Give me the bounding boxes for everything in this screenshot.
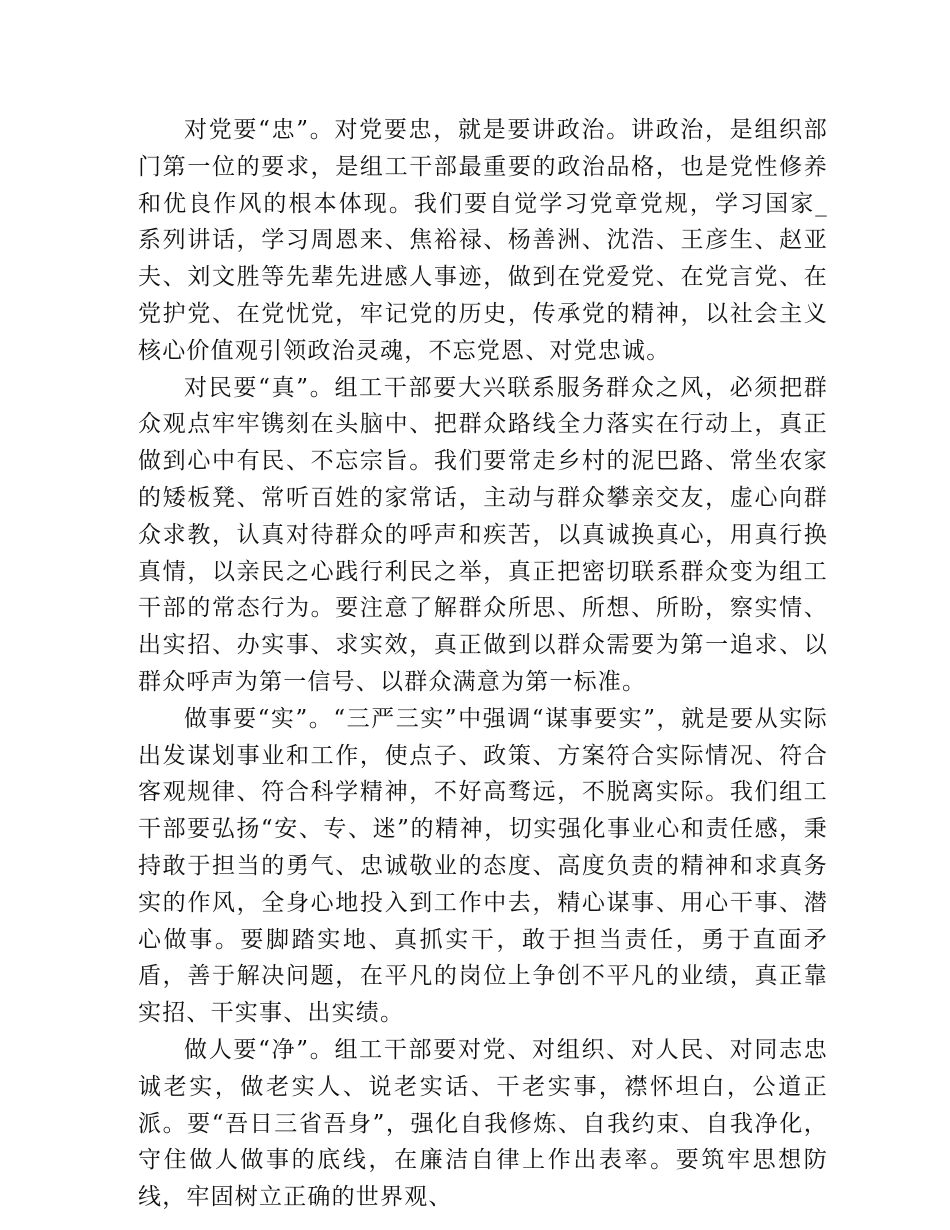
paragraph-work: 做事要“实”。“三严三实”中强调“谋事要实”，就是要从实际出发谋划事业和工作，使点子、政策、方案符合实际情况、符合客观规律、符合科学精神，不好高骛远，不脱离实际。我们组工干部要弘扬“安、专、迷”的精神，切实强化事业心和责任感，秉持敢于担当的勇气、忠诚敬业的态度、高度负责的精神和求真务实的作风，全身心地投入到工作中去，精心谋事、用心干事、潜心做事。要脚踏实地、真抓实干，敢于担当责任，勇于直面矛盾，善于解决问题，在平凡的岗位上争创不平凡的业绩，真正靠实招、干实事、出实绩。 (138, 705, 828, 1027)
paragraph-loyalty: 对党要“忠”。对党要忠，就是要讲政治。讲政治，是组织部门第一位的要求，是组工干部最重要的政治品格，也是党性修养和优良作风的根本体现。我们要自觉学习党章党规，学习国家_系列讲话，学习周恩来、焦裕禄、杨善洲、沈浩、王彦生、赵亚夫、刘文胜等先辈先进感人事迹，做到在党爱党、在党言党、在党护党、在党忧党，牢记党的历史，传承党的精神，以社会主义核心价值观引领政治灵魂，不忘党恩、对党忠诚。 (138, 117, 828, 364)
document-body (138, 112, 828, 1216)
paragraph-integrity: 做人要“净”。组工干部要对党、对组织、对人民、对同志忠诚老实，做老实人、说老实话、干老实事，襟怀坦白，公道正派。要“吾日三省吾身”，强化自我修炼、自我约束、自我净化，守住做人做事的底线，在廉洁自律上作出表率。要筑牢思想防线，牢固树立正确的世界观、 (138, 1036, 828, 1211)
paragraph-people: 对民要“真”。组工干部要大兴联系服务群众之风，必须把群众观点牢牢镌刻在头脑中、把群众路线全力落实在行动上，真正做到心中有民、不忘宗旨。我们要常走乡村的泥巴路、常坐农家的矮板凳、常听百姓的家常话，主动与群众攀亲交友，虚心向群众求教，认真对待群众的呼声和疾苦，以真诚换真心，用真行换真情，以亲民之心践行利民之举，真正把密切联系群众变为组工干部的常态行为。要注意了解群众所思、所想、所盼，察实情、出实招、办实事、求实效，真正做到以群众需要为第一追求、以群众呼声为第一信号、以群众满意为第一标准。 (138, 374, 828, 695)
